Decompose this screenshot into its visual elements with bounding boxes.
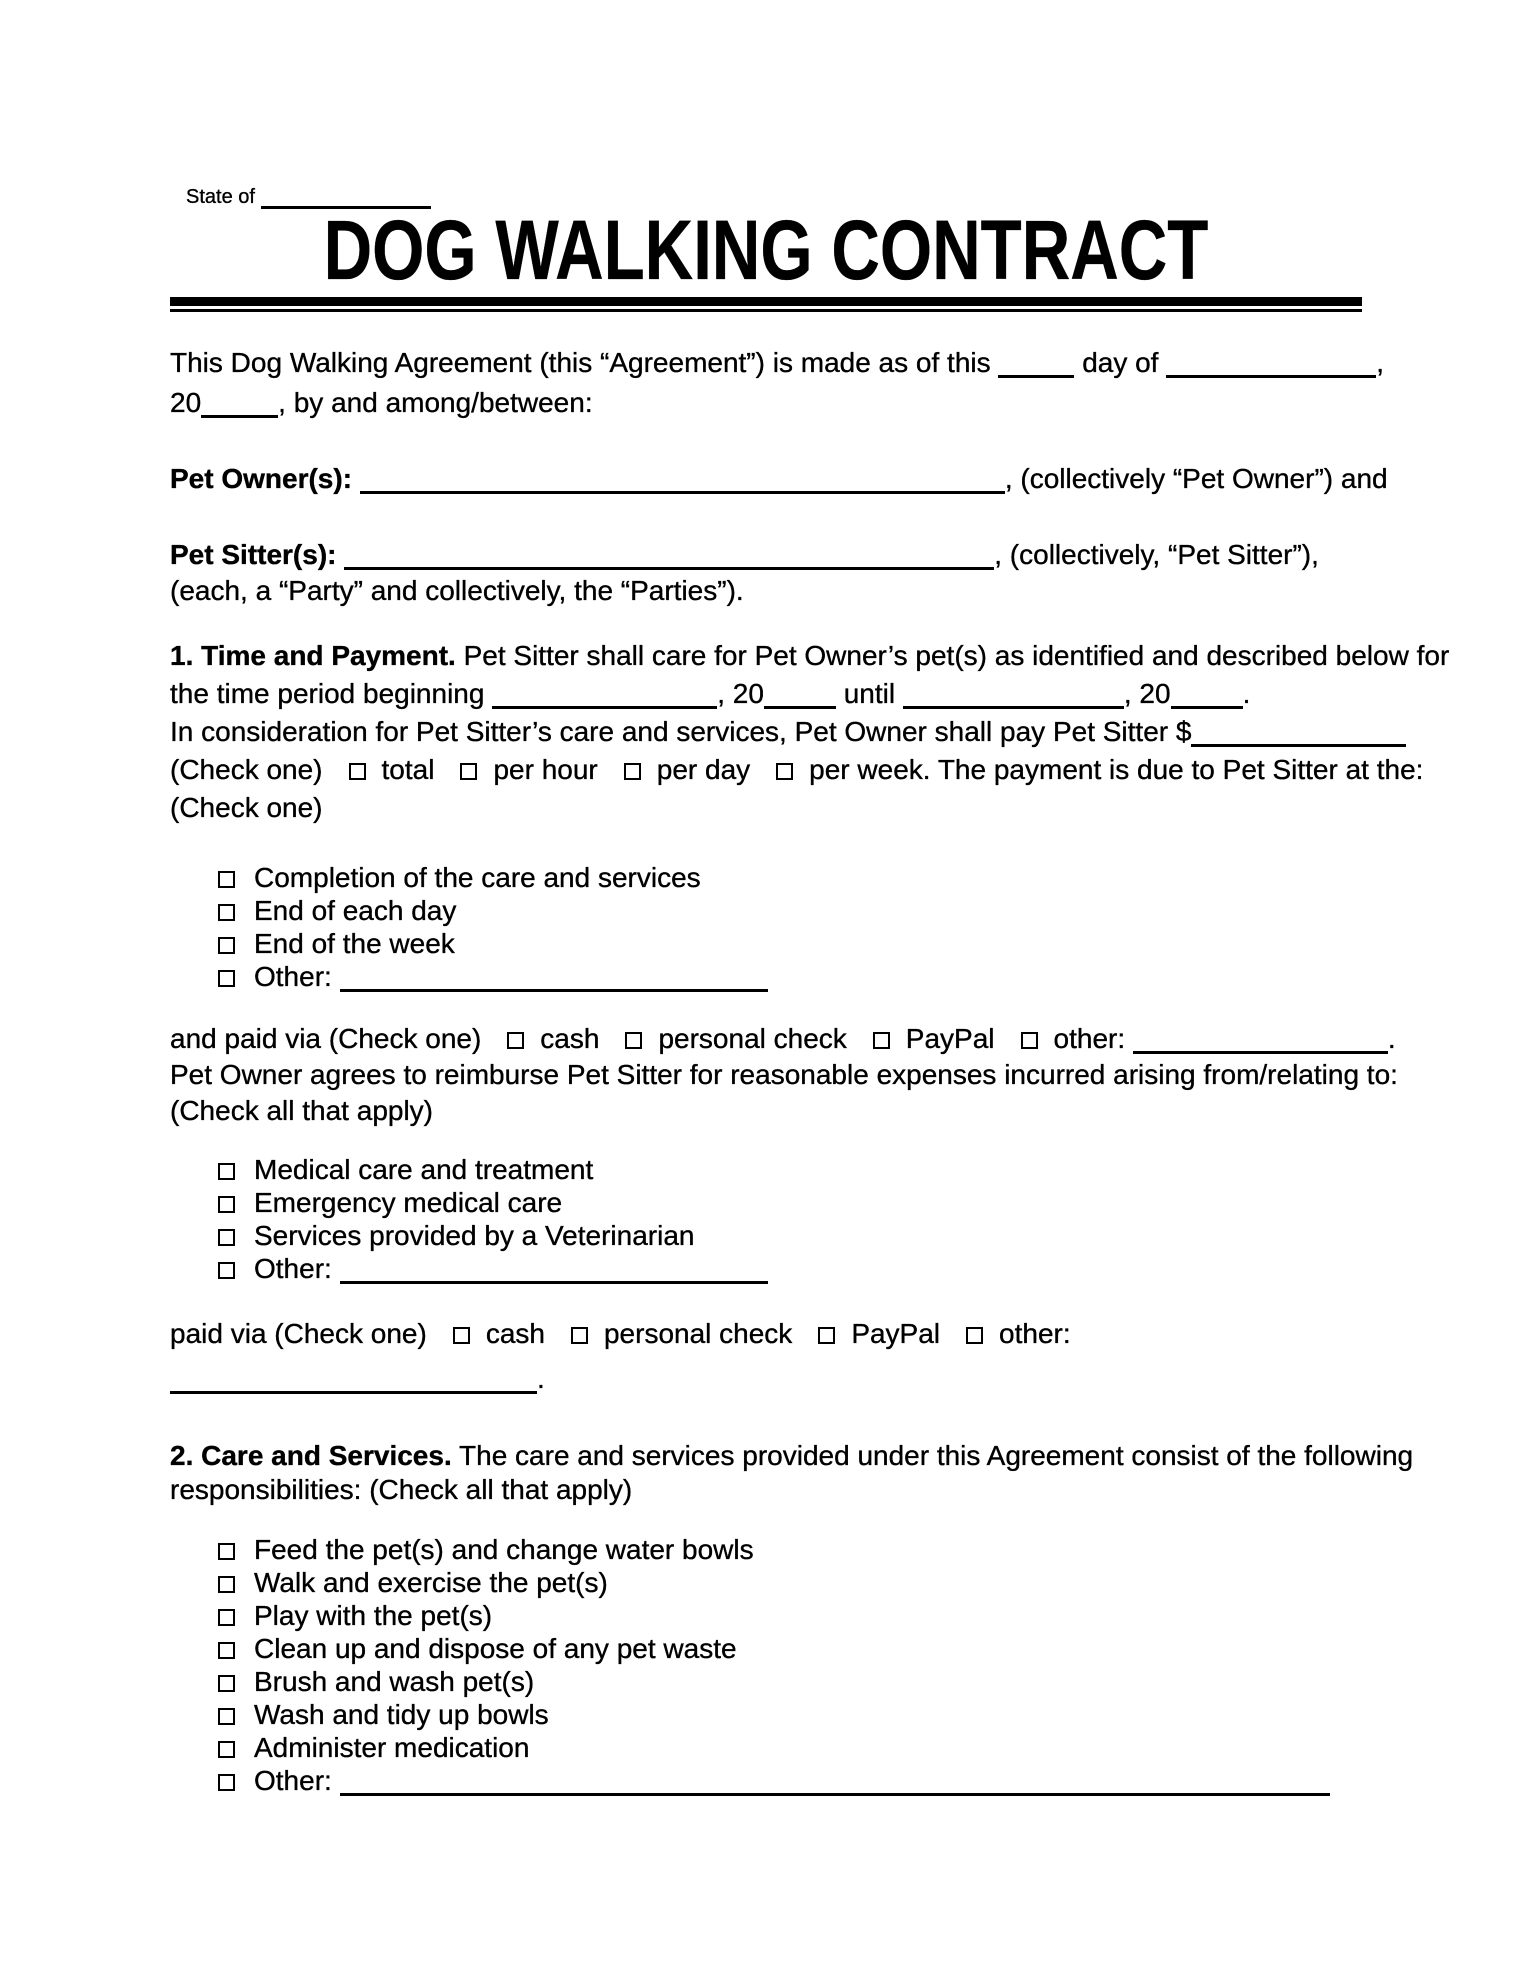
parties-definition: (each, a “Party” and collectively, the “Parties”). (170, 575, 744, 606)
contract-document (170, 185, 1450, 1797)
rate-per-hour-checkbox[interactable] (460, 763, 477, 780)
due-end-of-week-label: End of the week (254, 928, 455, 959)
pay-other-label: other: (1053, 1023, 1126, 1054)
pay2-period: . (537, 1363, 545, 1394)
expense-medical-checkbox[interactable] (218, 1163, 235, 1180)
checklist-item (170, 1566, 1362, 1599)
rate-per-day-checkbox[interactable] (624, 763, 641, 780)
intro-year-prefix: 20 (170, 387, 202, 418)
section1-heading: 1. Time and Payment. (170, 640, 456, 671)
pay2-other-field[interactable] (170, 1370, 537, 1394)
pay-check-label: personal check (658, 1023, 847, 1054)
section1-comma20-a: , 20 (717, 678, 764, 709)
due-completion-label: Completion of the care and services (254, 862, 701, 893)
reimburse-text: Pet Owner agrees to reimburse Pet Sitter for reasonable expenses incurred arising from/relating to: (170, 1059, 1398, 1090)
end-year-field[interactable] (1171, 685, 1243, 709)
pay2-paypal-checkbox[interactable] (818, 1327, 835, 1344)
paid-via-paragraph (170, 1021, 1398, 1129)
expense-vet-label: Services provided by a Veterinarian (254, 1220, 695, 1251)
service-feed-label: Feed the pet(s) and change water bowls (254, 1534, 754, 1565)
service-play-label: Play with the pet(s) (254, 1600, 493, 1631)
pay-cash-label: cash (540, 1023, 600, 1054)
rate-tail-text: per week. The payment is due to Pet Sitter at the: (809, 754, 1424, 785)
service-cleanup-checkbox[interactable] (218, 1642, 235, 1659)
pay2-paypal-label: PayPal (851, 1318, 941, 1349)
checklist-item (170, 1632, 1362, 1665)
service-brush-label: Brush and wash pet(s) (254, 1666, 535, 1697)
checklist-item (170, 1731, 1362, 1764)
check-one-label-2: (Check one) (170, 792, 323, 823)
start-date-field[interactable] (492, 685, 717, 709)
section1-line1: Pet Sitter shall care for Pet Owner’s pet(s) as identified and described below for (463, 640, 1450, 671)
pet-owner-name-field[interactable] (360, 470, 1005, 494)
service-wash-bowls-label: Wash and tidy up bowls (254, 1699, 549, 1730)
due-end-of-day-checkbox[interactable] (218, 904, 235, 921)
service-play-checkbox[interactable] (218, 1609, 235, 1626)
section2-line1: The care and services provided under this Agreement consist of the following (459, 1440, 1414, 1471)
expenses-checklist (170, 1153, 1362, 1285)
checklist-item (170, 894, 1362, 927)
check-all-label: (Check all that apply) (170, 1095, 434, 1126)
pay2-check-label: personal check (603, 1318, 793, 1349)
pay2-check-checkbox[interactable] (571, 1327, 588, 1344)
rate-per-week-checkbox[interactable] (776, 763, 793, 780)
payment-amount-field[interactable] (1191, 723, 1406, 747)
checklist-item (170, 960, 1362, 993)
section1-paragraph (170, 637, 1450, 827)
pet-owner-tail: , (collectively “Pet Owner”) and (1004, 463, 1388, 494)
service-other-field[interactable] (340, 1772, 1330, 1796)
pet-owner-line (170, 459, 1388, 499)
pay-check-checkbox[interactable] (625, 1032, 642, 1049)
service-cleanup-label: Clean up and dispose of any pet waste (254, 1633, 737, 1664)
expense-other-field[interactable] (340, 1260, 768, 1284)
rate-total-label: total (381, 754, 435, 785)
checklist-item (170, 1533, 1362, 1566)
checklist-item (170, 1153, 1362, 1186)
pet-sitter-label: Pet Sitter(s): (170, 539, 337, 570)
expense-other-checkbox[interactable] (218, 1262, 235, 1279)
pay-other-checkbox[interactable] (1021, 1032, 1038, 1049)
start-year-field[interactable] (764, 685, 836, 709)
expense-medical-label: Medical care and treatment (254, 1154, 594, 1185)
intro-text-2: day of (1082, 347, 1159, 378)
pay-period: . (1387, 1023, 1396, 1054)
due-end-of-day-label: End of each day (254, 895, 457, 926)
service-medication-checkbox[interactable] (218, 1741, 235, 1758)
section1-comma20-b: , 20 (1123, 678, 1171, 709)
pay2-cash-label: cash (485, 1318, 545, 1349)
section1-until: until (843, 678, 896, 709)
service-brush-checkbox[interactable] (218, 1675, 235, 1692)
service-feed-checkbox[interactable] (218, 1543, 235, 1560)
intro-text-3: , by and among/between: (278, 387, 593, 418)
pay2-other-checkbox[interactable] (966, 1327, 983, 1344)
year-field[interactable] (201, 394, 278, 418)
due-other-checkbox[interactable] (218, 970, 235, 987)
section1-line2-start: the time period beginning (170, 678, 485, 709)
section1-line3: In consideration for Pet Sitter’s care and services, Pet Owner shall pay Pet Sitter $ (170, 716, 1192, 747)
pay-cash-checkbox[interactable] (507, 1032, 524, 1049)
service-walk-checkbox[interactable] (218, 1576, 235, 1593)
expense-emergency-checkbox[interactable] (218, 1196, 235, 1213)
pay2-cash-checkbox[interactable] (453, 1327, 470, 1344)
due-other-label: Other: (254, 961, 332, 992)
checklist-item (170, 1252, 1362, 1285)
state-of-label: State of (186, 186, 255, 208)
section2-heading: 2. Care and Services. (170, 1440, 452, 1471)
checklist-item (170, 1698, 1362, 1731)
end-date-field[interactable] (903, 685, 1124, 709)
intro-paragraph (170, 343, 1385, 423)
page-title: DOG WALKING CONTRACT (323, 203, 1209, 297)
rate-per-hour-label: per hour (493, 754, 598, 785)
intro-text-1: This Dog Walking Agreement (this “Agreement”) is made as of this (170, 347, 991, 378)
pet-sitter-tail: , (collectively, “Pet Sitter”), (994, 539, 1319, 570)
due-other-field[interactable] (340, 968, 768, 992)
checklist-item (170, 1186, 1362, 1219)
checklist-item (170, 1764, 1362, 1797)
expense-emergency-label: Emergency medical care (254, 1187, 563, 1218)
checklist-item (170, 1599, 1362, 1632)
service-wash-bowls-checkbox[interactable] (218, 1708, 235, 1725)
title-rule-thick (170, 297, 1362, 306)
paid-via-2-paragraph (170, 1311, 1362, 1401)
service-medication-label: Administer medication (254, 1732, 530, 1763)
service-other-checkbox[interactable] (218, 1774, 235, 1791)
paid-via-label: and paid via (Check one) (170, 1023, 482, 1054)
service-walk-label: Walk and exercise the pet(s) (254, 1567, 608, 1598)
expense-other-label: Other: (254, 1253, 332, 1284)
pay2-other-label: other: (999, 1318, 1071, 1349)
due-completion-checkbox[interactable] (218, 871, 235, 888)
checklist-item (170, 1665, 1362, 1698)
pet-sitter-paragraph (170, 537, 1362, 609)
pay-paypal-checkbox[interactable] (873, 1032, 890, 1049)
checklist-item (170, 861, 1362, 894)
section2-paragraph (170, 1439, 1414, 1507)
service-other-label: Other: (254, 1765, 332, 1796)
month-field[interactable] (1166, 354, 1376, 378)
services-checklist (170, 1533, 1362, 1797)
rate-per-day-label: per day (656, 754, 751, 785)
day-number-field[interactable] (998, 354, 1074, 378)
expense-vet-checkbox[interactable] (218, 1229, 235, 1246)
paid-via-2-label: paid via (Check one) (170, 1318, 427, 1349)
section2-line2: responsibilities: (Check all that apply) (170, 1474, 633, 1505)
checklist-item (170, 1219, 1362, 1252)
checklist-item (170, 927, 1362, 960)
section1-period: . (1242, 678, 1251, 709)
payment-due-checklist (170, 861, 1362, 993)
check-one-label: (Check one) (170, 754, 323, 785)
pet-owner-label: Pet Owner(s): (170, 463, 353, 494)
pet-sitter-name-field[interactable] (344, 546, 994, 570)
rate-total-checkbox[interactable] (349, 763, 366, 780)
pay-paypal-label: PayPal (905, 1023, 995, 1054)
due-end-of-week-checkbox[interactable] (218, 937, 235, 954)
title-rule-thin (170, 309, 1362, 312)
pay-other-field[interactable] (1133, 1030, 1388, 1054)
intro-comma: , (1376, 347, 1385, 378)
